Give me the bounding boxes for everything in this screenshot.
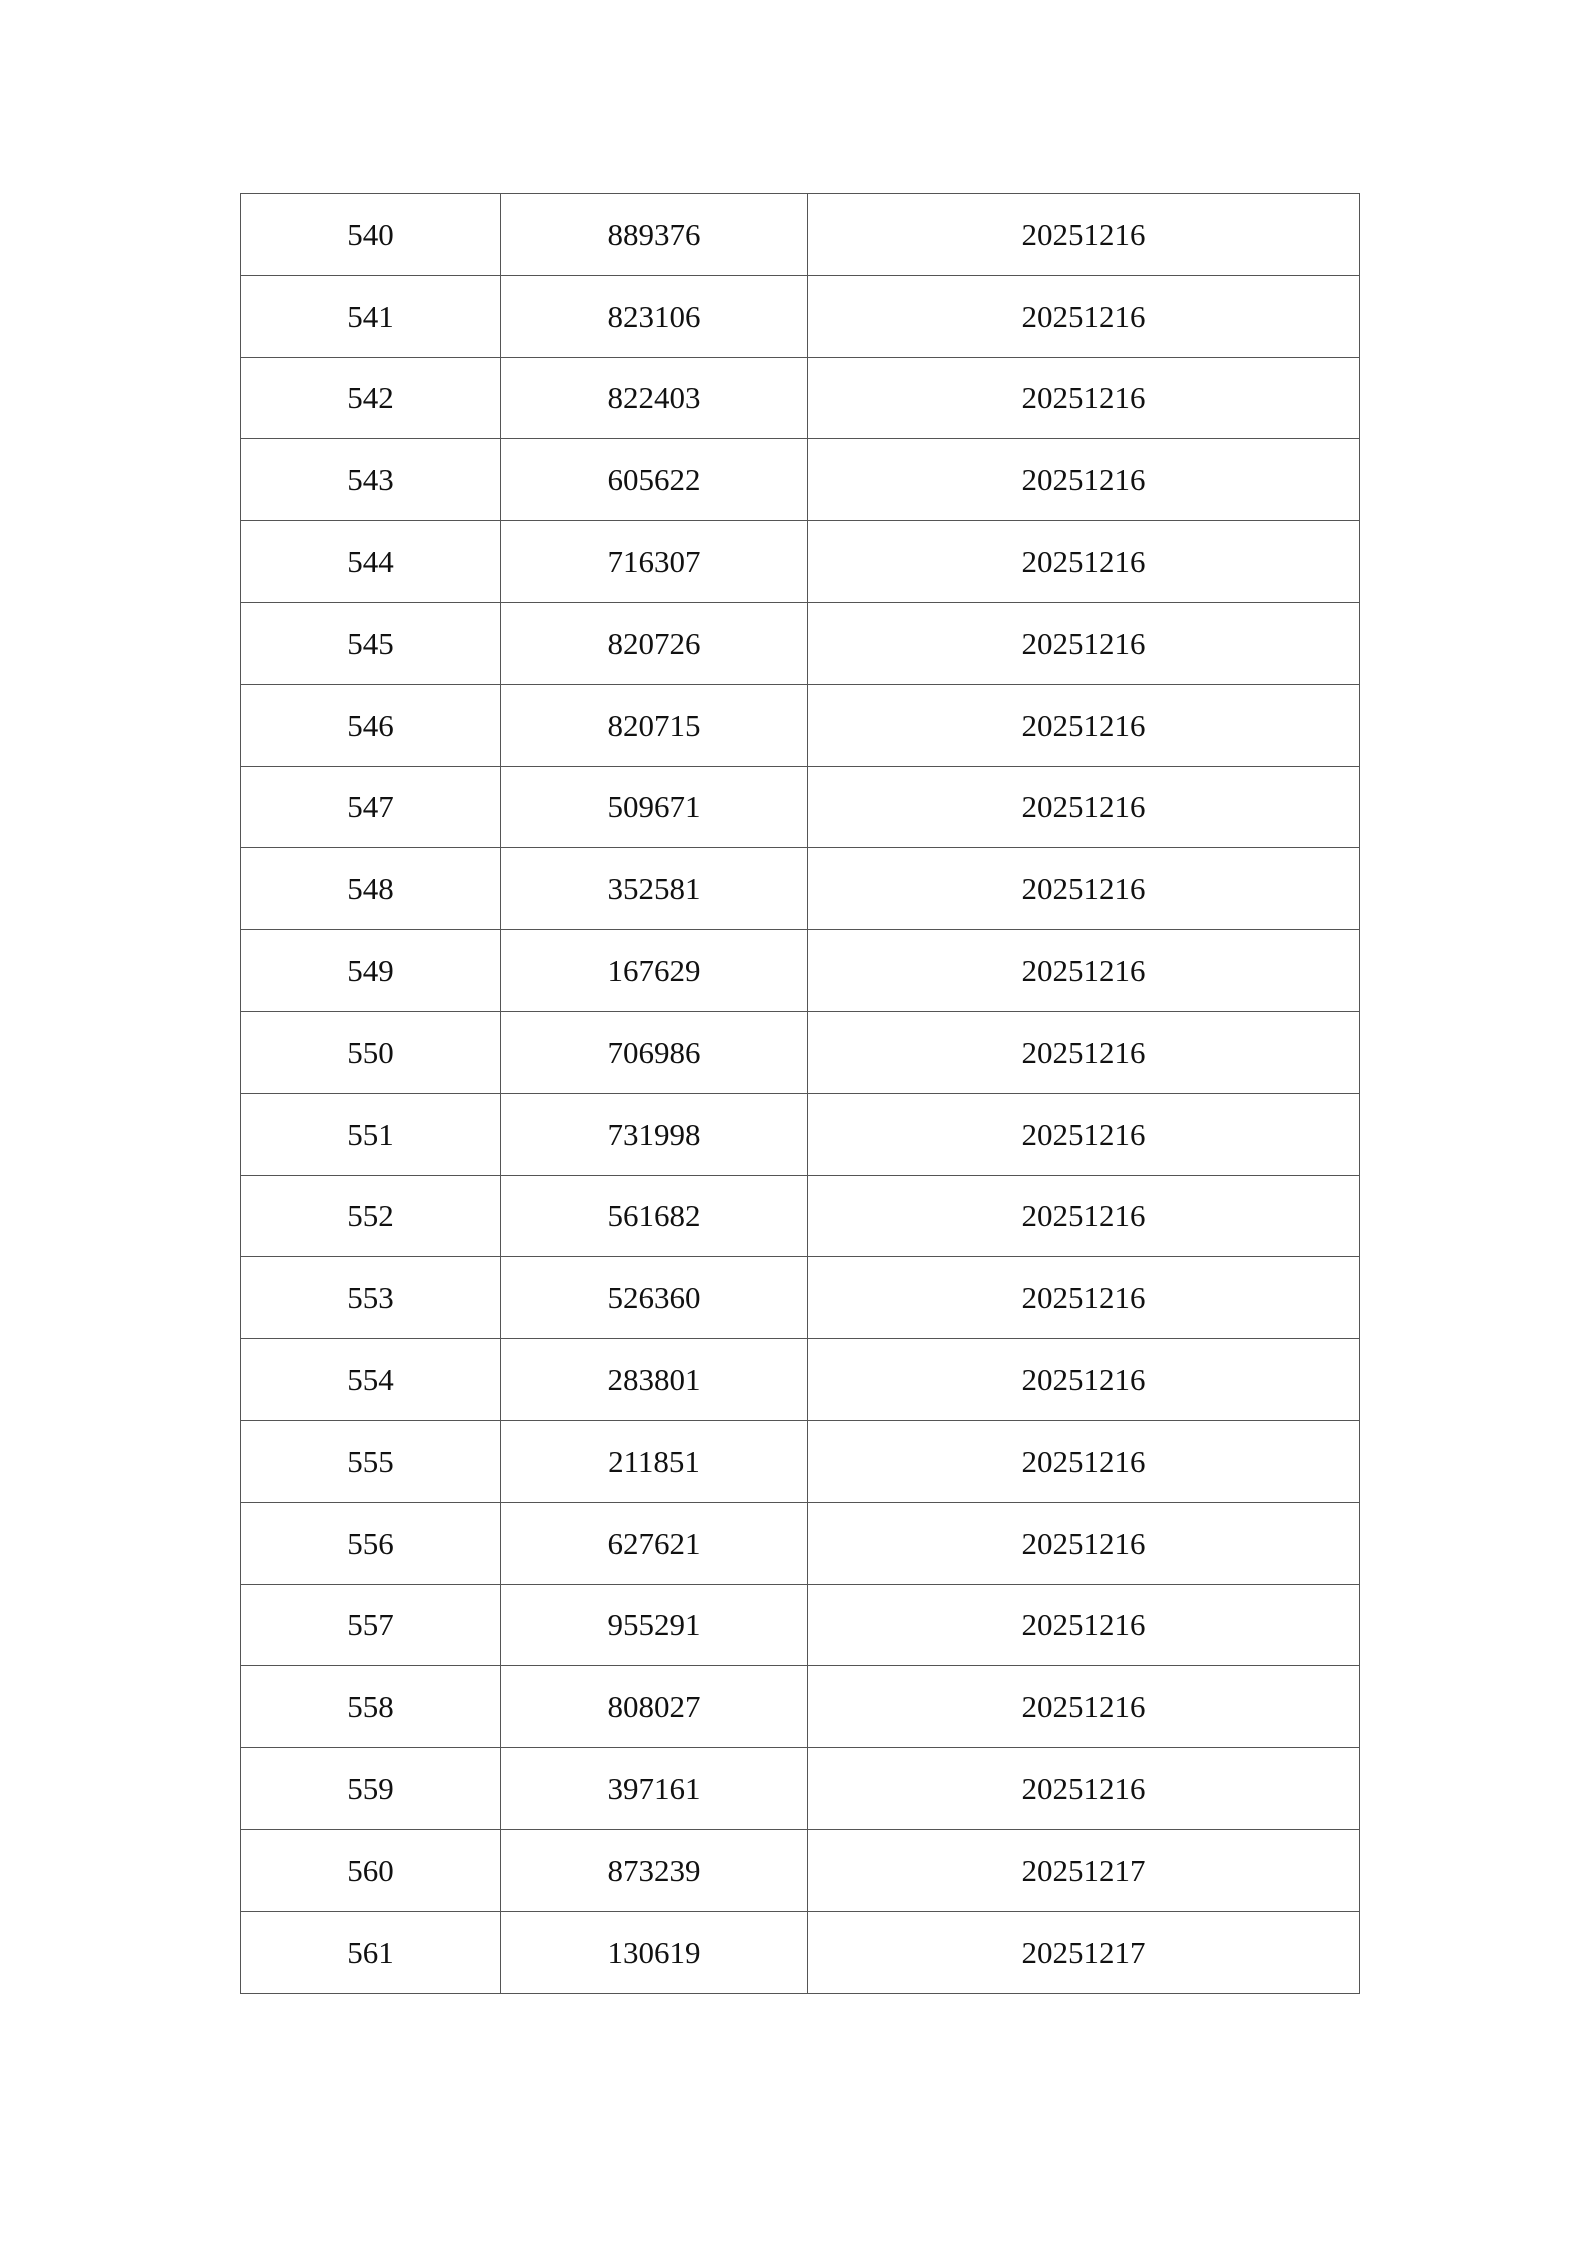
- code-cell: 823106: [501, 275, 808, 357]
- row-number-cell: 546: [241, 684, 501, 766]
- code-cell: 130619: [501, 1911, 808, 1993]
- date-cell: 20251216: [808, 275, 1360, 357]
- table-row: [241, 1420, 1360, 1502]
- row-number-cell: 558: [241, 1666, 501, 1748]
- date-cell: 20251216: [808, 194, 1360, 276]
- code-cell: 820715: [501, 684, 808, 766]
- data-table: [240, 193, 1360, 1994]
- table-row: [241, 1011, 1360, 1093]
- table-row: [241, 848, 1360, 930]
- table-body: [241, 194, 1360, 1994]
- row-number-cell: 543: [241, 439, 501, 521]
- code-cell: 627621: [501, 1502, 808, 1584]
- row-number-cell: 559: [241, 1748, 501, 1830]
- table-row: [241, 1257, 1360, 1339]
- date-cell: 20251216: [808, 684, 1360, 766]
- date-cell: 20251216: [808, 1420, 1360, 1502]
- row-number-cell: 544: [241, 521, 501, 603]
- table-row: [241, 521, 1360, 603]
- date-cell: 20251216: [808, 930, 1360, 1012]
- table-row: [241, 357, 1360, 439]
- code-cell: 820726: [501, 602, 808, 684]
- row-number-cell: 541: [241, 275, 501, 357]
- code-cell: 605622: [501, 439, 808, 521]
- date-cell: 20251217: [808, 1911, 1360, 1993]
- row-number-cell: 548: [241, 848, 501, 930]
- date-cell: 20251216: [808, 1257, 1360, 1339]
- row-number-cell: 553: [241, 1257, 501, 1339]
- table-row: [241, 766, 1360, 848]
- row-number-cell: 554: [241, 1339, 501, 1421]
- code-cell: 397161: [501, 1748, 808, 1830]
- row-number-cell: 545: [241, 602, 501, 684]
- date-cell: 20251217: [808, 1829, 1360, 1911]
- table-row: [241, 1666, 1360, 1748]
- row-number-cell: 540: [241, 194, 501, 276]
- date-cell: 20251216: [808, 1011, 1360, 1093]
- table-row: [241, 684, 1360, 766]
- date-cell: 20251216: [808, 357, 1360, 439]
- table-row: [241, 930, 1360, 1012]
- table-row: [241, 1502, 1360, 1584]
- table-row: [241, 275, 1360, 357]
- date-cell: 20251216: [808, 521, 1360, 603]
- table-row: [241, 194, 1360, 276]
- date-cell: 20251216: [808, 848, 1360, 930]
- row-number-cell: 551: [241, 1093, 501, 1175]
- table-row: [241, 1829, 1360, 1911]
- date-cell: 20251216: [808, 1502, 1360, 1584]
- code-cell: 808027: [501, 1666, 808, 1748]
- date-cell: 20251216: [808, 1175, 1360, 1257]
- date-cell: 20251216: [808, 1339, 1360, 1421]
- date-cell: 20251216: [808, 439, 1360, 521]
- table-row: [241, 1339, 1360, 1421]
- row-number-cell: 556: [241, 1502, 501, 1584]
- date-cell: 20251216: [808, 1666, 1360, 1748]
- table-row: [241, 602, 1360, 684]
- code-cell: 731998: [501, 1093, 808, 1175]
- row-number-cell: 542: [241, 357, 501, 439]
- date-cell: 20251216: [808, 1093, 1360, 1175]
- code-cell: 822403: [501, 357, 808, 439]
- code-cell: 526360: [501, 1257, 808, 1339]
- code-cell: 873239: [501, 1829, 808, 1911]
- code-cell: 955291: [501, 1584, 808, 1666]
- table-row: [241, 1175, 1360, 1257]
- row-number-cell: 547: [241, 766, 501, 848]
- row-number-cell: 550: [241, 1011, 501, 1093]
- code-cell: 167629: [501, 930, 808, 1012]
- table-row: [241, 1584, 1360, 1666]
- table-row: [241, 1093, 1360, 1175]
- code-cell: 561682: [501, 1175, 808, 1257]
- row-number-cell: 549: [241, 930, 501, 1012]
- table-row: [241, 439, 1360, 521]
- code-cell: 283801: [501, 1339, 808, 1421]
- row-number-cell: 557: [241, 1584, 501, 1666]
- row-number-cell: 555: [241, 1420, 501, 1502]
- date-cell: 20251216: [808, 602, 1360, 684]
- code-cell: 706986: [501, 1011, 808, 1093]
- code-cell: 352581: [501, 848, 808, 930]
- date-cell: 20251216: [808, 1584, 1360, 1666]
- code-cell: 211851: [501, 1420, 808, 1502]
- row-number-cell: 560: [241, 1829, 501, 1911]
- date-cell: 20251216: [808, 766, 1360, 848]
- code-cell: 889376: [501, 194, 808, 276]
- table-row: [241, 1911, 1360, 1993]
- table-row: [241, 1748, 1360, 1830]
- code-cell: 509671: [501, 766, 808, 848]
- code-cell: 716307: [501, 521, 808, 603]
- date-cell: 20251216: [808, 1748, 1360, 1830]
- row-number-cell: 552: [241, 1175, 501, 1257]
- row-number-cell: 561: [241, 1911, 501, 1993]
